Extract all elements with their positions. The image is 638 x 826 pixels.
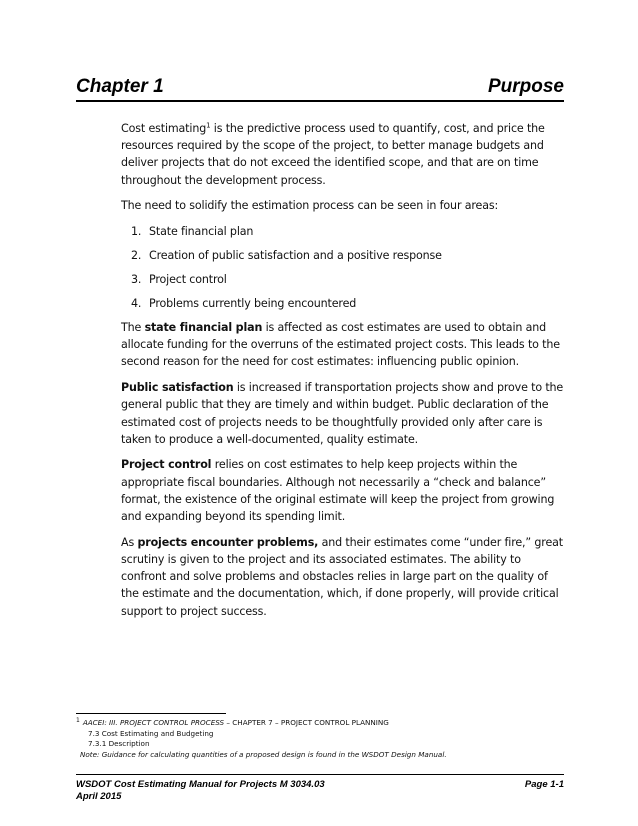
list-item-text: State financial plan <box>149 225 254 239</box>
public-satisfaction-bold: Public satisfaction <box>121 381 234 395</box>
footnote-line-3: 7.3.1 Description <box>88 739 150 749</box>
list-item <box>131 295 565 312</box>
list-item <box>131 271 565 288</box>
chapter-header <box>76 76 564 98</box>
body-text <box>121 120 565 628</box>
list-item <box>131 247 565 264</box>
state-plan-pre: The <box>121 321 145 335</box>
project-control-rest: relies on cost estimates to help keep projects within the appropriate fiscal boundaries. Although not necessarily a “check and balance” format, the existence of the original estimate will keep the project from growing and expanding beyond its spending limit. <box>121 458 555 524</box>
project-control-paragraph <box>121 456 565 525</box>
problems-paragraph <box>121 534 565 620</box>
intro-rest: is the predictive process used to quantify, cost, and price the resources required by the scope of the project, to better manage budgets and deliver projects that do not exceed the identified scope, and that are on time throughout the development process. <box>121 122 545 187</box>
intro-paragraph <box>121 120 565 189</box>
footnote <box>76 718 556 760</box>
footnote-line-2: 7.3 Cost Estimating and Budgeting <box>88 728 214 738</box>
footer-page-number: Page 1-1 <box>524 779 564 790</box>
problems-rest: and their estimates come “under fire,” great scrutiny is given to the project and its associated estimates. The ability to confront and solve problems and obstacles relies in large part on the quality of the estimate and the documentation, which, if done properly, will provide critical support to project success. <box>121 535 563 618</box>
areas-list <box>121 223 565 312</box>
problems-pre: As <box>121 535 138 549</box>
state-plan-bold: state financial plan <box>144 321 263 335</box>
chapter-number: Chapter 1 <box>76 76 164 97</box>
footnote-source-title: AACEI: III. PROJECT CONTROL PROCESS <box>82 718 225 727</box>
list-item-text: Problems currently being encountered <box>149 297 357 311</box>
intro-lead: Cost estimating <box>121 122 207 135</box>
list-item-text: Creation of public satisfaction and a positive response <box>149 249 442 263</box>
chapter-title: Purpose <box>487 76 564 97</box>
footnote-source <box>76 718 556 729</box>
footnote-note: Note: Guidance for calculating quantities of a proposed design is found in the WSDOT Design Manual. <box>80 749 447 759</box>
list-item-number: 4. <box>131 297 142 311</box>
page-footer <box>76 779 564 802</box>
list-item-number: 1. <box>131 225 142 239</box>
footer-manual-title: WSDOT Cost Estimating Manual for Projects M 3034.03 <box>76 779 325 790</box>
list-item-number: 3. <box>131 273 142 287</box>
public-satisfaction-paragraph <box>121 379 565 448</box>
state-plan-rest: is affected as cost estimates are used to obtain and allocate funding for the overruns of the estimated project costs. This leads to the second reason for the need for cost estimates: influencing public opinion. <box>121 321 560 369</box>
footer-date: April 2015 <box>76 790 122 802</box>
state-plan-paragraph <box>121 319 565 371</box>
footer-rule <box>76 774 564 775</box>
footnote-reference[interactable]: 1 <box>206 121 211 130</box>
project-control-bold: Project control <box>121 458 212 472</box>
problems-bold: projects encounter problems, <box>137 535 319 549</box>
list-item <box>131 223 565 240</box>
footnote-rule <box>76 713 226 714</box>
public-satisfaction-rest: is increased if transportation projects show and prove to the general public that they are timely and within budget. Public declaration of the estimated cost of projects needs to be thoughtfully provided only after care is taken to produce a well-documented, quality estimate. <box>121 381 564 446</box>
list-item-text: Project control <box>149 273 227 287</box>
areas-intro: The need to solidify the estimation process can be seen in four areas: <box>121 199 499 213</box>
footnote-source-chapter: – CHAPTER 7 – PROJECT CONTROL PLANNING <box>224 718 389 727</box>
footnote-marker: 1 <box>76 716 80 724</box>
list-item-number: 2. <box>131 249 142 263</box>
header-rule <box>76 100 564 102</box>
